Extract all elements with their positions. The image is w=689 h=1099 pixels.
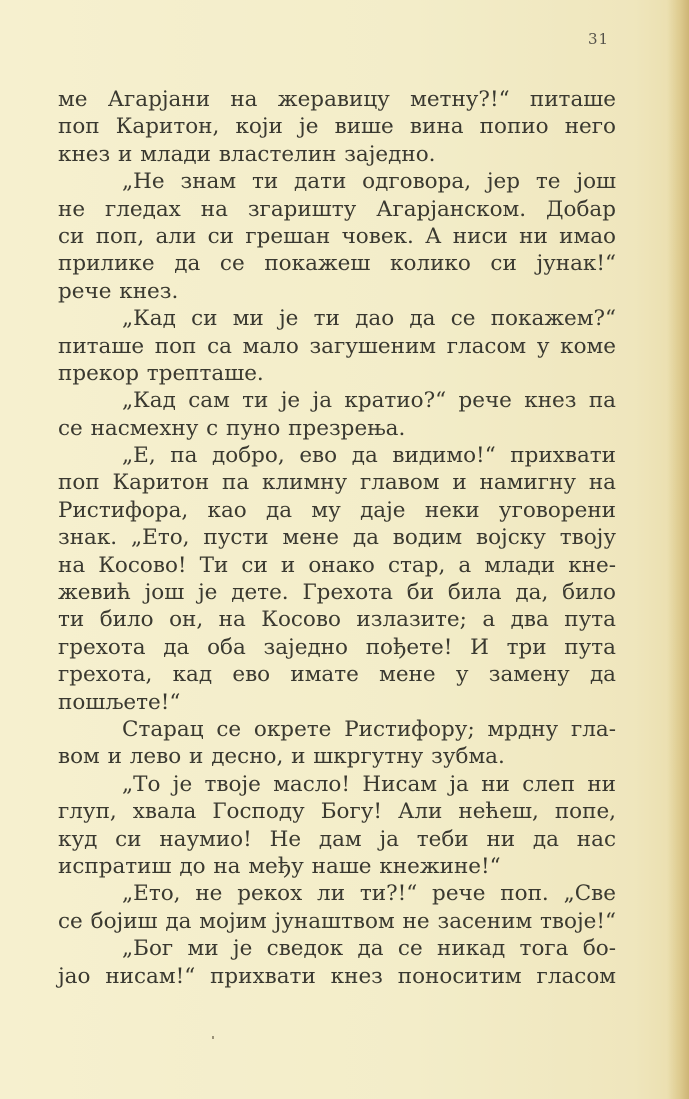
text-line: прилике да се покажеш колико си јунак!“ — [58, 251, 616, 277]
text-line: се насмехну с пуно презрења. — [58, 415, 406, 441]
text-line: ти било он, на Косово излазите; а два пута — [58, 607, 616, 633]
text-line: „Ето, не рекох ли ти?!“ рече поп. „Све — [122, 881, 616, 907]
text-line: јао нисам!“ прихвати кнез поноситим гласом — [58, 963, 616, 989]
text-line: си поп, али си грешан човек. А ниси ни имао — [58, 223, 616, 249]
text-line: на Косово! Ти си и онако стар, а млади кне- — [58, 552, 616, 578]
text-line: „Е, па добро, ево да видимо!“ прихвати — [122, 443, 616, 469]
text-line: питаше поп са мало загушеним гласом у коме — [58, 333, 616, 359]
text-line: ме Агарјани на жеравицу метну?!“ питаше — [58, 87, 616, 112]
text-line: Ристифора, као да му даје неки уговорени — [58, 497, 616, 523]
page-edge-shadow — [667, 0, 689, 1099]
text-line: се бојиш да мојим јунаштвом не засеним твоје!“ — [58, 908, 616, 934]
page-number: 31 — [588, 30, 610, 48]
text-line: пошљете!“ — [58, 689, 181, 715]
text-line: поп Каритон, који је више вина попио него — [58, 114, 616, 140]
text-line: кнез и млади властелин заједно. — [58, 141, 436, 167]
text-line: испратиш до на међу наше кнежине!“ — [58, 853, 501, 879]
text-line: Старац се окрете Ристифору; мрдну гла- — [122, 716, 616, 742]
text-line: „То је твоје масло! Нисам ја ни слеп ни — [122, 771, 616, 797]
text-line: „Не знам ти дати одговора, јер те још — [122, 169, 616, 195]
text-line: поп Каритон па климну главом и намигну на — [58, 470, 616, 496]
body-text — [58, 86, 616, 990]
text-line: куд си наумио! Не дам ја теби ни да нас — [58, 826, 616, 852]
text-line: „Кад си ми је ти дао да се покажем?“ — [122, 306, 616, 332]
text-line: глуп, хвала Господу Богу! Али нећеш, попе, — [58, 799, 616, 825]
text-line: грехота, кад ево имате мене у замену да — [58, 662, 616, 688]
print-speck — [212, 1036, 214, 1039]
text-line: знак. „Ето, пусти мене да водим војску твоју — [58, 525, 616, 551]
text-line: прекор трепташе. — [58, 360, 264, 386]
text-line: грехота да оба заједно пођете! И три пута — [58, 634, 616, 660]
text-line: „Кад сам ти је ја кратио?“ рече кнез па — [122, 388, 616, 414]
text-line: жевић још је дете. Грехота би била да, било — [58, 580, 616, 606]
text-line: „Бог ми је сведок да се никад тога бо- — [122, 936, 616, 962]
text-line: вом и лево и десно, и шкргутну зубма. — [58, 744, 505, 770]
text-line: не гледах на згаришту Агарјанском. Добар — [58, 196, 616, 222]
text-line: рече кнез. — [58, 278, 179, 304]
